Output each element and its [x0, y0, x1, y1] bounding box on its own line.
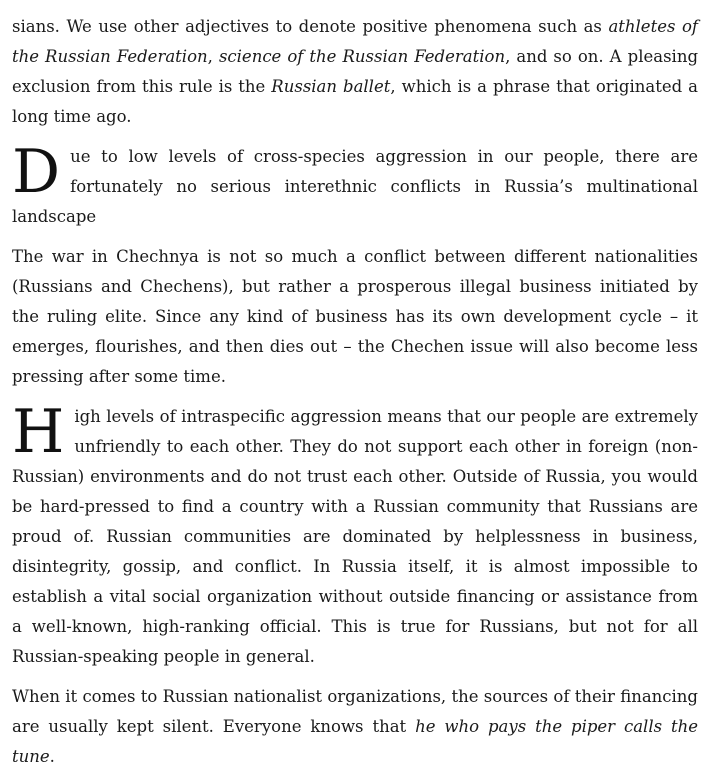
paragraph-text: sians. We use other adjectives to denote positive phenomena such as — [12, 17, 609, 36]
paragraph-text: , and so on. A pleasing exclusion from this rule is the — [12, 47, 699, 96]
paragraph — [12, 12, 698, 132]
paragraph — [12, 242, 698, 392]
paragraph-text: When it comes to Russian nationalist organizations, the sources of their financing are usually kept silent. Everyone knows that — [12, 687, 698, 736]
paragraph-text: , — [207, 47, 219, 66]
paragraph — [12, 682, 698, 772]
italic-phrase: Russian ballet — [271, 77, 391, 96]
paragraph-text: , which is a phrase that originated a long time ago. — [12, 77, 698, 126]
italic-phrase: he who pays the piper calls the tune — [12, 717, 698, 766]
italic-phrase: science of the Russian Federation — [218, 47, 506, 66]
section-lead-text: igh levels of intraspecific aggression means that our people are extremely unfriendly to each other. They do not support each other in foreign (non-Russian) environments and do not trust each other. Outside of Russia, you would be hard-pressed to find a country with a Russian community that Russians are proud of. Russian communities are dominated by helplessness in business, disintegrity, gossip, and conflict. In Russia itself, it is almost impossible to establish a vital social organization without outside financing or assistance from a well-known, high-ranking official. This is true for Russians, but not for all Russian-speaking people in general. — [12, 407, 698, 666]
section-lead-text: ue to low levels of cross-species aggression in our people, there are fortunately no serious interethnic conflicts in Russia’s multinational landscape — [12, 147, 698, 226]
paragraph-text: The war in Chechnya is not so much a conflict between different nationalities (Russians and Chechens), but rather a prosperous illegal business initiated by the ruling elite. Since any kind of business has its own development cycle – it emerges, flourishes, and then dies out – the Chechen issue will also become less pressing after some time. — [12, 247, 698, 386]
drop-cap-letter: H — [12, 397, 65, 467]
italic-phrase: athletes of the Russian Federation — [12, 17, 698, 66]
section-lead — [12, 137, 698, 232]
paragraph-text: . — [49, 747, 55, 766]
drop-cap-letter: D — [12, 137, 61, 207]
section-lead — [12, 397, 698, 672]
